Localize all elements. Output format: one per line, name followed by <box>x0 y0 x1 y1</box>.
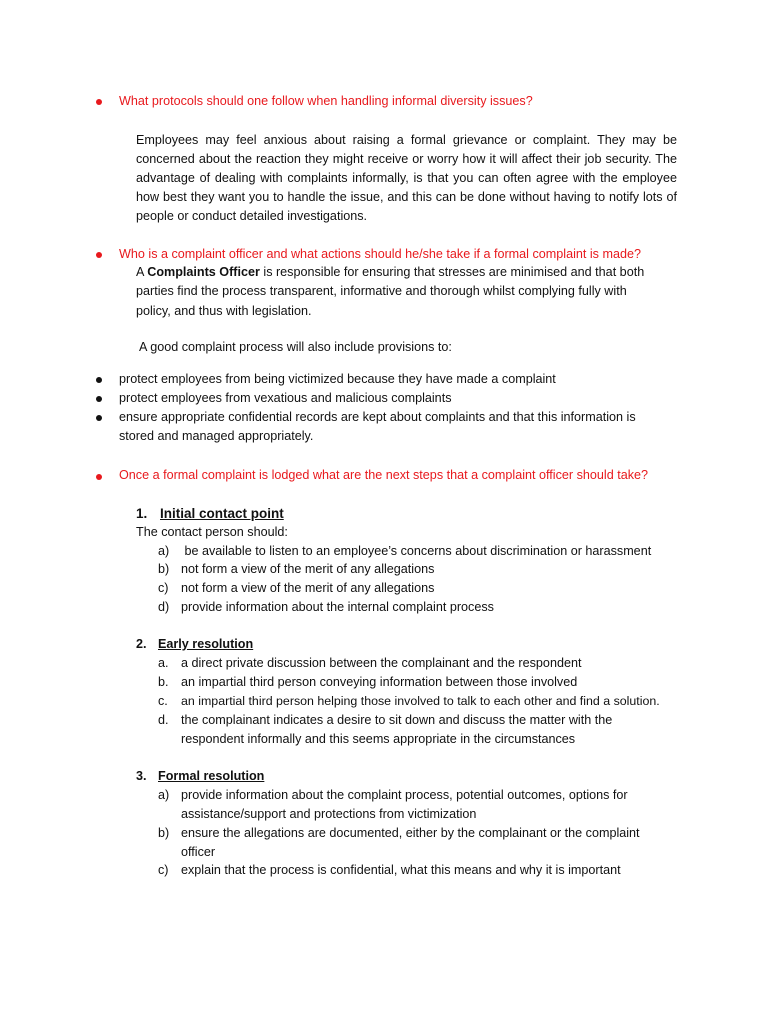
answer-1: Employees may feel anxious about raising a formal grievance or complaint. They may be concerned about the reaction they might receive or worry how it will affect their job security. The advantage of dealing with complaints informally, is that you can often agree with the employee how best they want you to handle the issue, and this can be done without having to notify lots of people or conduct detailed investigations. <box>136 133 677 223</box>
answer-2-prefix: A <box>136 265 148 279</box>
complaints-officer-term: Complaints Officer <box>147 265 260 279</box>
step-1-item-a-label: a) <box>158 544 170 558</box>
step-3-item-b: ensure the allegations are documented, either by the complainant or the complaint officer <box>181 826 640 859</box>
step-3-item-a: provide information about the complaint process, potential outcomes, options for assistance/support and protections from victimization <box>181 788 628 821</box>
bullet-q2 <box>96 252 102 258</box>
step-3-item-a-label: a) <box>158 788 170 802</box>
question-2: Who is a complaint officer and what actions should he/she take if a formal complaint is made? <box>119 247 641 261</box>
answer-2-line-2: parties find the process transparent, informative and thorough whilst complying fully with <box>136 284 627 298</box>
provisions-intro: A good complaint process will also include provisions to: <box>139 340 452 354</box>
step-2-item-a-label: a. <box>158 656 169 670</box>
question-3: Once a formal complaint is lodged what are the next steps that a complaint officer should take? <box>119 468 648 482</box>
step-1-item-d-label: d) <box>158 600 170 614</box>
step-2-item-d-label: d. <box>158 713 169 727</box>
step-3-number: 3. <box>136 769 147 783</box>
provision-3: ensure appropriate confidential records are kept about complaints and that this information is stored and managed appropriately. <box>119 410 636 443</box>
step-2-item-c-label: c. <box>158 694 168 708</box>
bullet-q3 <box>96 474 102 480</box>
step-2-item-c: an impartial third person helping those involved to talk to each other and find a solution. <box>181 694 660 708</box>
step-1-item-a: be available to listen to an employee’s concerns about discrimination or harassment <box>181 544 652 558</box>
step-2-item-b: an impartial third person conveying information between those involved <box>181 675 578 689</box>
step-3-item-b-label: b) <box>158 826 170 840</box>
step-1-title: Initial contact point <box>160 506 284 521</box>
question-1: What protocols should one follow when handling informal diversity issues? <box>119 94 533 108</box>
step-2-title: Early resolution <box>158 637 254 651</box>
answer-2-line-1 <box>136 263 696 282</box>
provision-1: protect employees from being victimized because they have made a complaint <box>119 372 556 386</box>
step-1-item-d: provide information about the internal complaint process <box>181 600 494 614</box>
step-1-item-b-label: b) <box>158 562 170 576</box>
step-1-intro: The contact person should: <box>136 525 288 539</box>
answer-2-line-1-rest: is responsible for ensuring that stresses are minimised and that both <box>259 265 645 279</box>
step-2-item-d: the complainant indicates a desire to sit down and discuss the matter with the respondent informally and this seems appropriate in the circumstances <box>181 713 613 746</box>
step-2-item-b-label: b. <box>158 675 169 689</box>
answer-2-line-3: policy, and thus with legislation. <box>136 304 312 318</box>
step-3-item-c: explain that the process is confidential, what this means and why it is important <box>181 863 621 877</box>
provision-2: protect employees from vexatious and malicious complaints <box>119 391 452 405</box>
step-3-item-c-label: c) <box>158 863 169 877</box>
step-2-number: 2. <box>136 637 147 651</box>
bullet-provision-2 <box>96 396 102 402</box>
step-1-item-c: not form a view of the merit of any allegations <box>181 581 435 595</box>
step-2-item-a: a direct private discussion between the complainant and the respondent <box>181 656 582 670</box>
step-1-item-b: not form a view of the merit of any allegations <box>181 562 435 576</box>
bullet-q1 <box>96 99 102 105</box>
step-3-title: Formal resolution <box>158 769 265 783</box>
step-1-number: 1. <box>136 506 148 521</box>
bullet-provision-1 <box>96 377 102 383</box>
step-1-item-c-label: c) <box>158 581 169 595</box>
bullet-provision-3 <box>96 415 102 421</box>
